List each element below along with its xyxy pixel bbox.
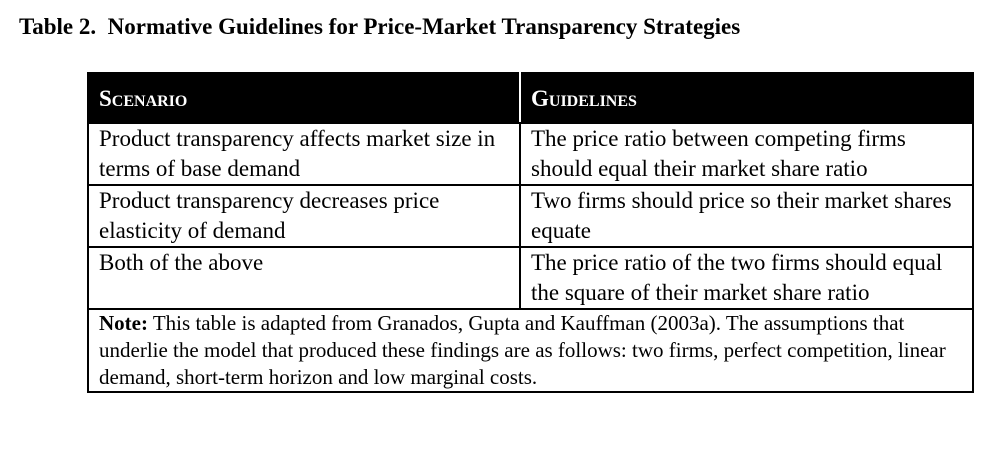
- note-label: Note:: [99, 311, 148, 335]
- scenario-cell: Both of the above: [88, 247, 520, 309]
- scenario-cell: Product transparency affects market size in terms of base demand: [88, 123, 520, 185]
- header-row: [88, 73, 973, 123]
- scenario-cell: Product transparency decreases price elasticity of demand: [88, 185, 520, 247]
- table-row: [88, 247, 973, 309]
- guideline-cell: Two firms should price so their market shares equate: [520, 185, 973, 247]
- table-note: [88, 309, 973, 392]
- guideline-cell: The price ratio of the two firms should equal the square of their market share ratio: [520, 247, 973, 309]
- table-caption: Table 2. Normative Guidelines for Price-Market Transparency Strategies: [19, 14, 741, 39]
- guideline-cell: The price ratio between competing firms should equal their market share ratio: [520, 123, 973, 185]
- column-header-scenario: Scenario: [88, 73, 520, 123]
- table-row: [88, 185, 973, 247]
- guidelines-table: [87, 72, 974, 393]
- column-header-guidelines: Guidelines: [520, 73, 973, 123]
- note-text: This table is adapted from Granados, Gupta and Kauffman (2003a). The assumptions that underlie the model that produced these findings are as follows: two firms, perfect competition, linear demand, short-term horizon and low marginal costs.: [99, 311, 946, 389]
- note-row: [88, 309, 973, 392]
- table-row: [88, 123, 973, 185]
